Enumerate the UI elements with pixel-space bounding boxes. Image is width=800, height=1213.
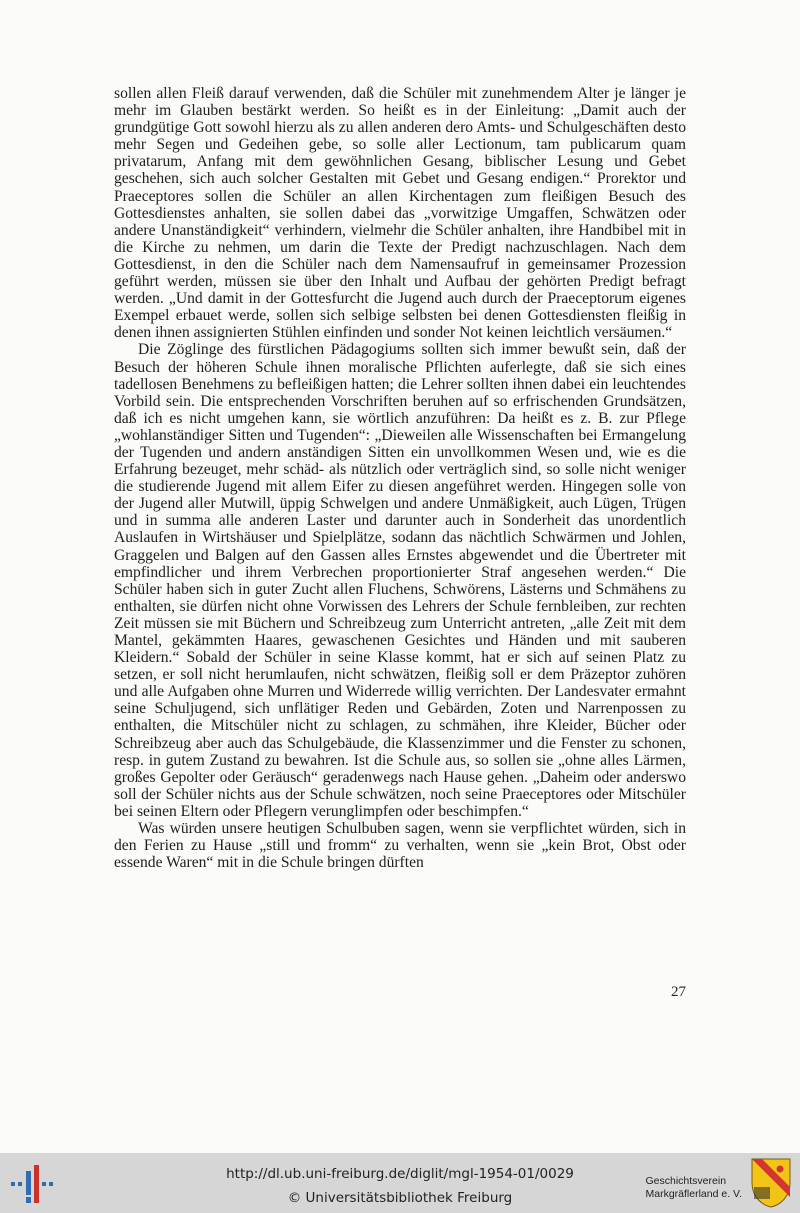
page-number: 27 (671, 984, 686, 1000)
markgraeflerland-crest-icon[interactable] (750, 1157, 792, 1209)
paragraph-1: sollen allen Fleiß darauf verwenden, daß die Schüler mit zunehmendem Alter je länger je mehr im Glauben bestärkt werden. So heißt es in der Einleitung: „Damit auch der grundgütige Gott sowohl hierzu als zu allen anderen dero Amts- und Schulgeschäften desto mehr Segen und Gedeihen gebe, so solle aller Lectionum, tam publicarum quam privatarum, Anfang mit dem gewöhnlichen Gesang, biblischer Lesung und Gebet geschehen, sich auch solcher Gestalten mit Gebet und Gesang endigen.“ Prorektor und Praeceptores sollen die Schüler an allen Kirchentagen zum fleißigen Besuch des Gottesdienstes anhalten, sie sollen dabei das „vorwitzige Umgaffen, Schwätzen oder andere Unanständigkeit“ verhindern, vielmehr die Schüler anhalten, ihre Handbibel mit in die Kirche zu nehmen, um darin die Texte der Predigt nachzuschlagen. Nach dem Gottesdienst, in den die Schüler nach dem Namensaufruf in gemeinsamer Prozession geführt werden, müssen sie über den Inhalt und Aufbau der gehörten Predigt befragt werden. „Und damit in der Gottesfurcht die Jugend auch durch der Praeceptorum eigenes Exempel erbauet werde, sollen sich selbige selbsten bei denen Gottesdiensten fleißig in denen ihnen assignierten Stühlen einfinden und sonder Not keinen leichtlich versäumen.“ (114, 85, 686, 342)
organization-name-line1: Geschichtsverein (645, 1175, 727, 1187)
paragraph-3: Was würden unsere heutigen Schulbuben sagen, wenn sie verpflichtet würden, sich in den Ferien zu Hause „still und fromm“ zu verhalten, wenn sie „kein Brot, Obst oder essende Waren“ mit in die Schule bringen dürften (114, 820, 686, 872)
organization-name[interactable] (646, 1175, 743, 1200)
copyright-notice: © Universitätsbibliothek Freiburg (287, 1190, 513, 1206)
organization-name-line2: Markgräflerland e. V. (645, 1187, 742, 1200)
document-url[interactable]: http://dl.ub.uni-freiburg.de/diglit/mgl-1954-01/0029 (226, 1166, 574, 1182)
body-text (114, 85, 686, 871)
paragraph-2: Die Zöglinge des fürstlichen Pädagogiums sollten sich immer bewußt sein, daß der Besuch der höheren Schule ihnen moralische Pflichten auferlegte, daß sie sich eines tadellosen Benehmens zu befleißigen hatten; die Lehrer sollten ihnen dabei ein leuchtendes Vorbild sein. Die entsprechenden Vorschriften beruhen auf so erfrischenden Grundsätzen, daß ich es nicht umgehen kann, sie wörtlich anzuführen: Da heißt es z. B. zur Pflege „wohlanständiger Sitten und Tugenden“: „Dieweilen alle Wissenschaften bei Ermangelung der Tugenden und andern anständigen Sitten ein unvollkommen Wesen und, wie es die Erfahrung bezeuget, mehr schäd- als nützlich oder verträglich sind, so solle nicht weniger die studierende Jugend mit allem Eifer zu diesen angeführet werden. Hingegen solle von der Jugend aller Mutwill, üppig Schwelgen und andere Unmäßigkeit, auch Lügen, Trügen und in summa alle anderen Laster und darunter auch in Sonderheit das unordentlich Auslaufen in Wirtshäuser und Spielplätze, sodann das nächtlich Schwärmen und Johlen, Graggelen und Balgen auf den Gassen alles Ernstes abgewendet und die Übertreter mit empfindlicher und ihrem Verbrechen proportionierter Straf angesehen werden.“ Die Schüler haben sich in guter Zucht allen Fluchens, Schwörens, Lästerns und Schmähens zu enthalten, sie dürfen nicht ohne Vorwissen des Lehrers der Schule fernbleiben, zur rechten Zeit müssen sie mit Büchern und Schreibzeug zum Unterricht antreten, „alle Zeit mit dem Mantel, gekämmten Haares, gewaschenen Gesichtes und Händen und mit sauberen Kleidern.“ Sobald der Schüler in seine Klasse kommt, hat er sich auf seinen Platz zu setzen, er soll nicht herumlaufen, nicht schwätzen, fleißig soll er dem Präzeptor zuhören und alle Aufgaben ohne Murren und Widerrede willig verrichten. Der Landesvater ermahnt seine Schuljugend, sich unflätiger Reden und Gebärden, Zoten und Narrenpossen zu enthalten, die Mitschüler nicht zu schlagen, zu schmähen, ihre Kleider, Bücher oder Schreibzeug aber auch das Schulgebäude, die Klassenzimmer und die Fenster zu schonen, resp. in gutem Zustand zu bewahren. Ist die Schule aus, so sollen sie „ohne alles Lärmen, großes Gepolter oder Geräusch“ geradenwegs nach Hause gehen. „Daheim oder anderswo soll der Schüler nichts aus der Schule schwätzen, noch seine Praeceptores oder Mitschüler bei seinen Eltern oder Pflegern verunglimpfen oder beschimpfen.“ (114, 341, 686, 820)
viewer-footer (0, 1153, 800, 1213)
